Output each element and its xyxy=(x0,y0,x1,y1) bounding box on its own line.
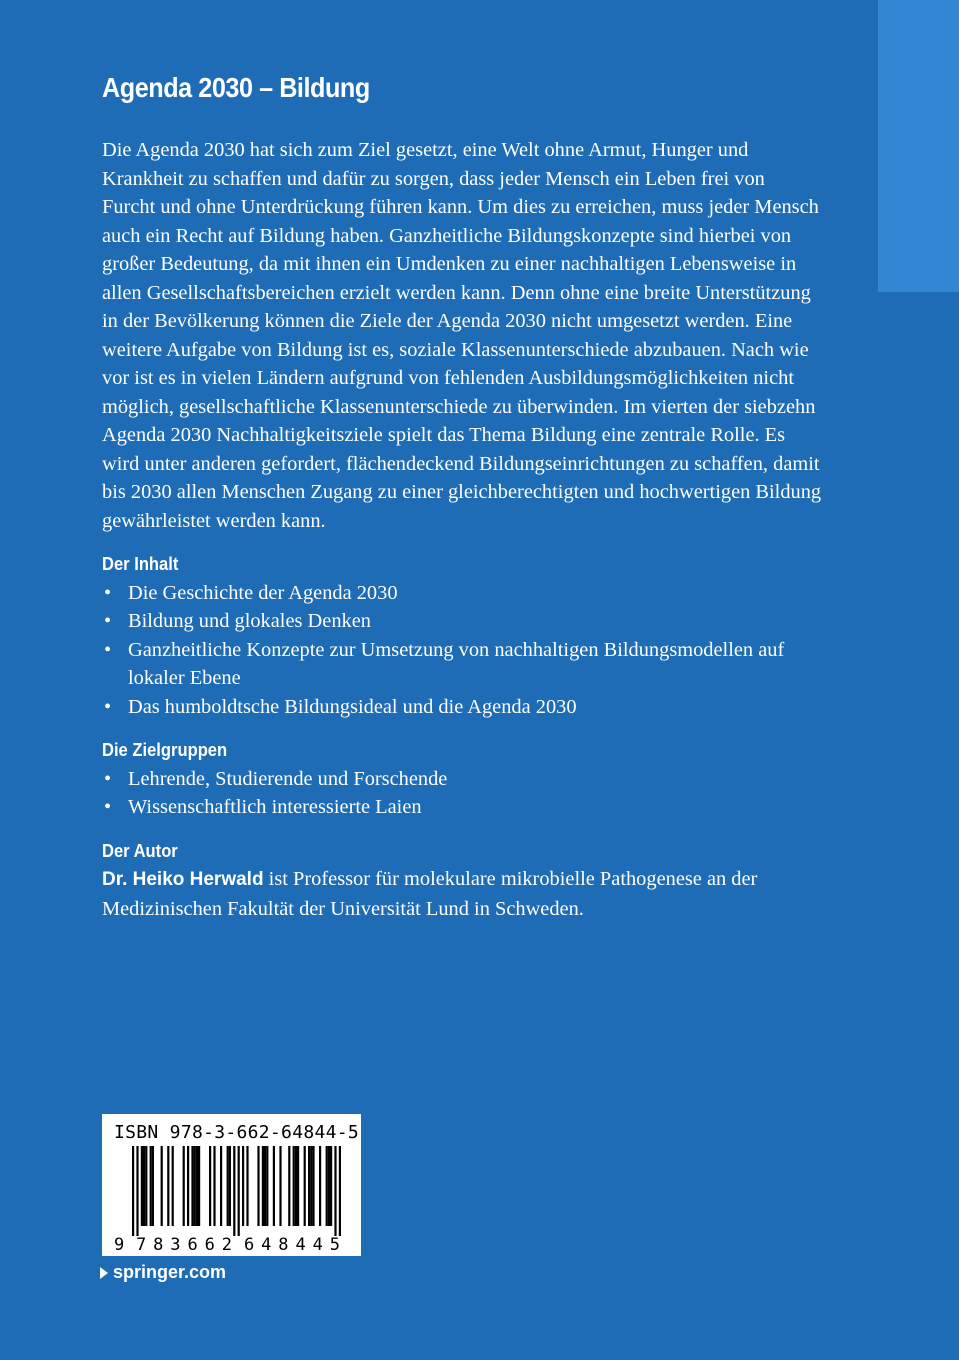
ean-right-digits: 648445 xyxy=(244,1235,340,1255)
list-item: • Wissenschaftlich interessierte Laien xyxy=(102,793,822,822)
ean-first-digit: 9 xyxy=(114,1235,125,1255)
barcode-bar xyxy=(209,1146,211,1226)
bullet-icon: • xyxy=(104,610,112,632)
barcode-bar xyxy=(233,1146,235,1236)
bullet-icon: • xyxy=(104,638,112,661)
bullet-icon: • xyxy=(104,695,112,718)
list-item: • Ganzheitliche Konzepte zur Umsetzung von nachhaltigen Bildungsmodellen auf lokaler Ebene xyxy=(102,636,822,693)
barcode-bar xyxy=(273,1146,275,1226)
barcode-bar xyxy=(194,1146,196,1226)
barcode-bar xyxy=(293,1146,295,1226)
barcode-bar xyxy=(150,1146,152,1226)
barcode-bar xyxy=(132,1146,134,1236)
intro-paragraph: Die Agenda 2030 hat sich zum Ziel gesetzt, eine Welt ohne Armut, Hunger und Krankheit zu schaffen und dafür zu sorgen, dass jeder Mensch ein Leben frei von Furcht und ohne Unterdrückung führen kann. Um dies zu erreichen, muss jeder Mensch auch ein Recht auf Bildung haben. Ganzheitliche Bildungskonzepte sind hierbei von großer Bedeutung, da mit ihnen ein Umdenken zu einer nachhaltigen Lebensweise in allen Gesellschaftsbereichen erzielt werden kann. Denn ohne eine breite Unterstützung in der Bevölkerung können die Ziele der Agenda 2030 nicht umgesetzt werden. Eine weitere Aufgabe von Bildung ist es, soziale Klassenunterschiede abzubauen. Nach wie vor ist es in vielen Ländern aufgrund von fehlenden Ausbildungsmöglichkeiten nicht möglich, gesellschaftliche Klassenunterschiede zu überwinden. Im vierten der siebzehn Agenda 2030 Nachhaltigkeitsziele spielt das Thema Bildung eine zentrale Rolle. Es wird unter anderen gefordert, flächendeckend Bildungseinrichtungen zu schaffen, damit bis 2030 allen Menschen Zugang zu einer gleichberechtigten und hochwertigen Bildung gewährleistet werden kann. xyxy=(102,139,822,532)
barcode-bar xyxy=(295,1146,297,1226)
barcode-bar xyxy=(136,1146,138,1236)
barcode-icon xyxy=(102,1146,361,1256)
ean-left-digits: 783662 xyxy=(136,1235,232,1255)
isbn-barcode-box xyxy=(102,1114,361,1256)
inhalt-heading: Der Inhalt xyxy=(102,554,179,574)
barcode-bar xyxy=(167,1146,169,1226)
barcode-bar xyxy=(238,1146,240,1236)
barcode-bar xyxy=(220,1146,222,1226)
book-title: Agenda 2030 – Bildung xyxy=(102,72,370,103)
barcode-bar xyxy=(339,1146,341,1236)
barcode-bar xyxy=(304,1146,306,1226)
barcode-bar xyxy=(264,1146,266,1226)
barcode-bar xyxy=(183,1146,185,1226)
publisher-link[interactable] xyxy=(100,1262,226,1283)
autor-text: ist Professor für molekulare mikrobielle Pathogenese an der Medizinischen Fakultät der Universität Lund in Schweden. xyxy=(102,868,758,920)
barcode-bar xyxy=(145,1146,147,1226)
barcode-bar xyxy=(152,1146,154,1226)
barcode-bar xyxy=(242,1146,244,1226)
barcode-bar xyxy=(187,1146,189,1226)
barcode-bar xyxy=(288,1146,290,1226)
side-tab xyxy=(878,0,959,292)
list-item: • Das humboldtsche Bildungsideal und die Agenda 2030 xyxy=(102,693,822,722)
author-name: Dr. Heiko Herwald xyxy=(102,869,264,890)
barcode-bar xyxy=(312,1146,314,1226)
isbn-label: ISBN 978-3-662-64844-5 xyxy=(114,1122,360,1143)
barcode-bar xyxy=(143,1146,145,1226)
back-cover-text xyxy=(102,136,822,923)
barcode-bar xyxy=(257,1146,259,1226)
bullet-icon: • xyxy=(104,796,112,818)
barcode-bar xyxy=(297,1146,299,1226)
publisher-url: springer.com xyxy=(113,1262,227,1282)
autor-paragraph xyxy=(102,865,822,923)
barcode-bar xyxy=(310,1146,312,1226)
bullet-icon: • xyxy=(104,767,112,790)
barcode-bar xyxy=(198,1146,200,1226)
barcode-bar xyxy=(229,1146,231,1226)
arrow-right-icon xyxy=(100,1267,108,1279)
barcode-bar xyxy=(326,1146,328,1226)
barcode-bar xyxy=(328,1146,330,1226)
barcode-bar xyxy=(334,1146,336,1236)
barcode-bar xyxy=(196,1146,198,1226)
barcode-bar xyxy=(213,1146,215,1226)
barcode-bar xyxy=(266,1146,268,1226)
barcode-bar xyxy=(246,1146,248,1226)
barcode-bar xyxy=(330,1146,332,1226)
bullet-icon: • xyxy=(104,581,112,604)
zielgruppen-heading: Die Zielgruppen xyxy=(102,740,228,760)
barcode-bar xyxy=(319,1146,321,1226)
barcode-bar xyxy=(279,1146,281,1226)
barcode-bar xyxy=(161,1146,163,1226)
autor-heading: Der Autor xyxy=(102,840,178,861)
barcode-bar xyxy=(191,1146,193,1226)
zielgruppen-list xyxy=(102,765,822,822)
barcode-bar xyxy=(262,1146,264,1226)
barcode-bar xyxy=(172,1146,174,1226)
list-item: • Bildung und glokales Denken xyxy=(102,607,822,636)
barcode-bar xyxy=(308,1146,310,1226)
inhalt-list xyxy=(102,579,822,722)
list-item: • Lehrende, Studierende und Forschende xyxy=(102,765,822,794)
list-item: • Die Geschichte der Agenda 2030 xyxy=(102,579,822,608)
barcode-bar xyxy=(227,1146,229,1226)
barcode-bar xyxy=(141,1146,143,1226)
